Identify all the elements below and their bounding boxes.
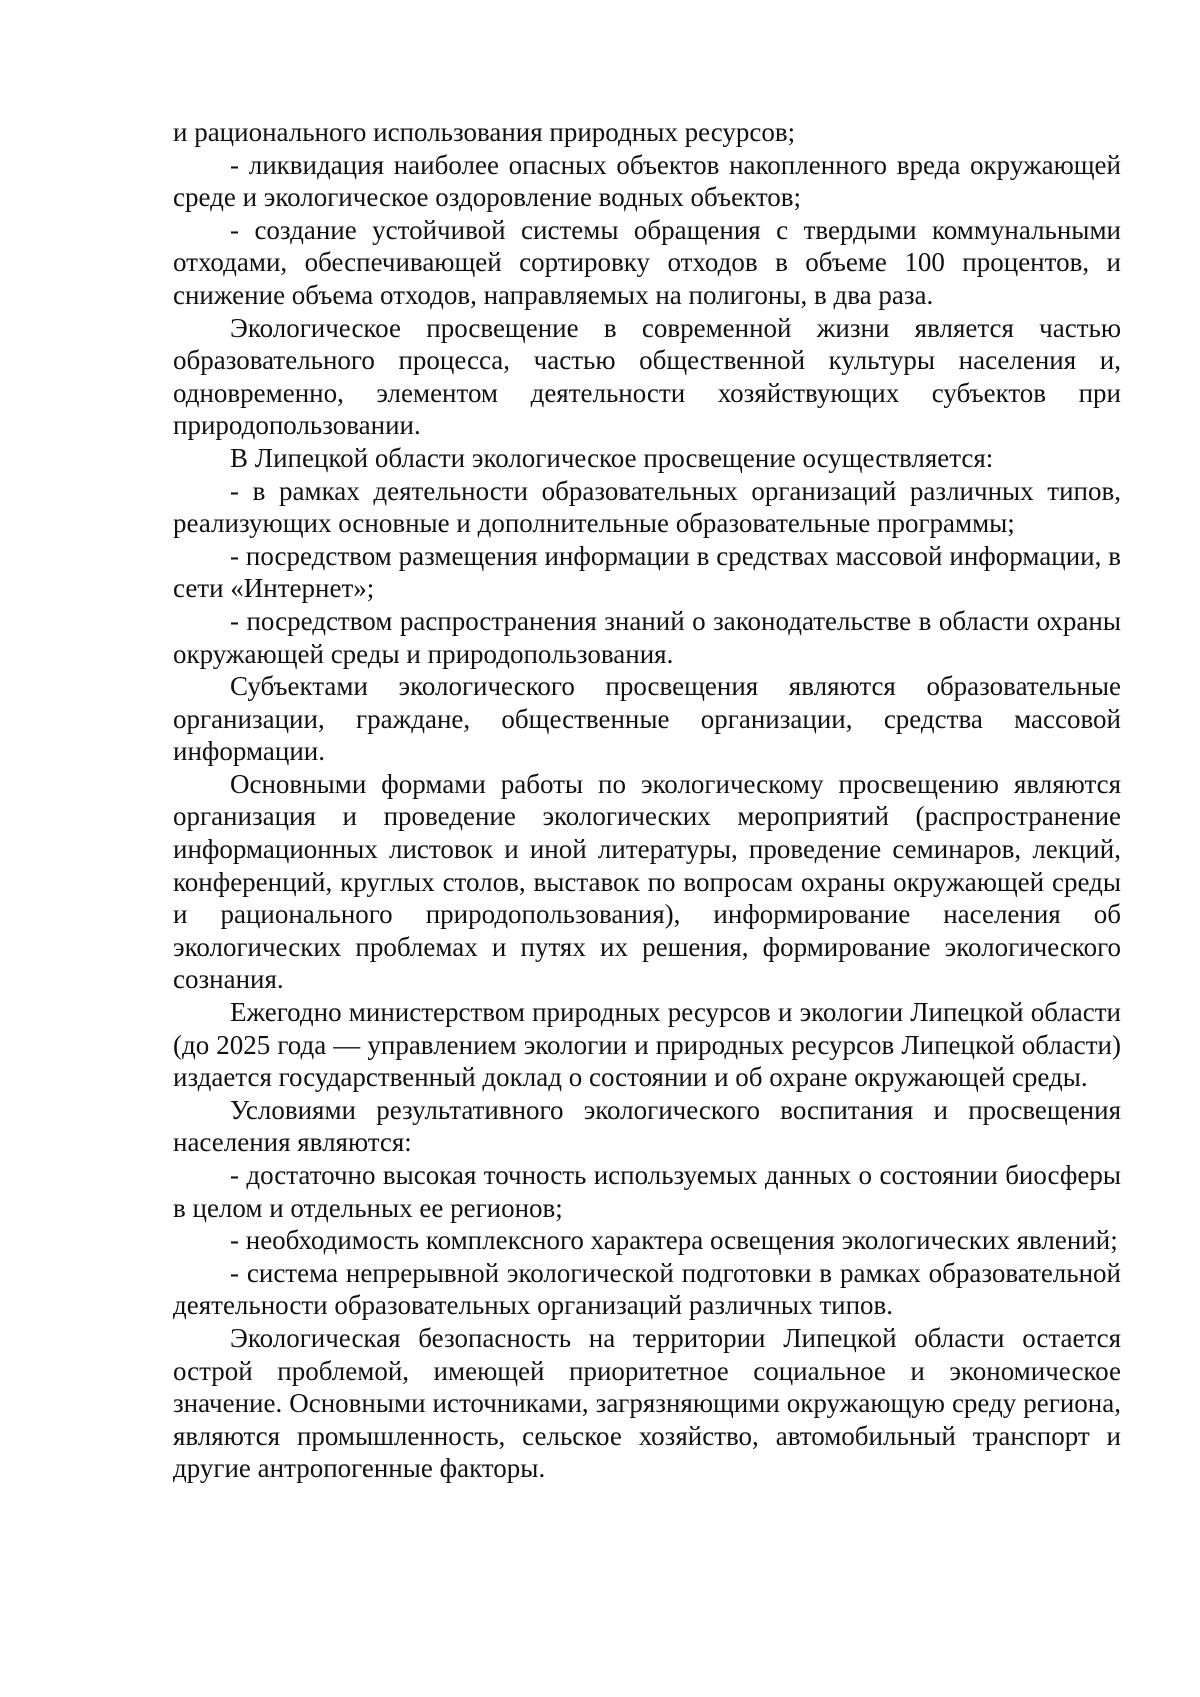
paragraph-list-item: - в рамках деятельности образовательных организаций различных типов, реализующих основные и дополнительные образовательные программы; [173, 475, 1121, 539]
paragraph: Условиями результативного экологического воспитания и просвещения населения являются: [173, 1094, 1121, 1158]
paragraph-list-item: - посредством распространения знаний о законодательстве в области охраны окружающей среды и природопользования. [173, 605, 1121, 669]
paragraph: В Липецкой области экологическое просвещение осуществляется: [230, 442, 994, 473]
paragraph-list-item: - система непрерывной экологической подготовки в рамках образовательной деятельности образовательных организаций различных типов. [173, 1257, 1121, 1321]
paragraph: Экологическое просвещение в современной жизни является частью образовательного процесса, частью общественной культуры населения и, одновременно, элементом деятельности хозяйствующих субъектов при природопользовании. [173, 312, 1121, 441]
paragraph-list-item: - ликвидация наиболее опасных объектов накопленного вреда окружающей среде и экологическое оздоровление водных объектов; [173, 149, 1121, 213]
paragraph-list-item: - достаточно высокая точность используемых данных о состоянии биосферы в целом и отдельных ее регионов; [173, 1160, 1121, 1223]
paragraph-continuation: и рационального использования природных ресурсов; [173, 117, 796, 147]
document-body [173, 116, 1121, 1485]
paragraph: Основными формами работы по экологическому просвещению являются организация и проведение экологических мероприятий (распространение информационных листовок и иной литературы, проведение семинаров, лекций, конференций, круглых столов, выставок по вопросам охраны окружающей среды и рационального природопользования), информирование населения об экологических проблемах и путях их решения, формирование экологического сознания. [173, 768, 1121, 995]
paragraph-list-item: - необходимость комплексного характера освещения экологических явлений; [230, 1225, 1118, 1256]
paragraph: Экологическая безопасность на территории Липецкой области остается острой проблемой, имеющей приоритетное социальное и экономическое значение. Основными источниками, загрязняющими окружающую среду региона, являются промышленность, сельское хозяйство, автомобильный транспорт и другие антропогенные факторы. [173, 1322, 1121, 1484]
paragraph-list-item: - посредством размещения информации в средствах массовой информации, в сети «Интернет»; [173, 540, 1121, 604]
paragraph-list-item: - создание устойчивой системы обращения с твердыми коммунальными отходами, обеспечивающей сортировку отходов в объеме 100 процентов, и снижение объема отходов, направляемых на полигоны, в два раза. [173, 214, 1121, 310]
paragraph: Субъектами экологического просвещения являются образовательные организации, граждане, общественные организации, средства массовой информации. [173, 671, 1121, 767]
paragraph: Ежегодно министерством природных ресурсов и экологии Липецкой области (до 2025 года — управлением экологии и природных ресурсов Липецкой области) издается государственный доклад о состоянии и об охране окружающей среды. [173, 997, 1121, 1093]
